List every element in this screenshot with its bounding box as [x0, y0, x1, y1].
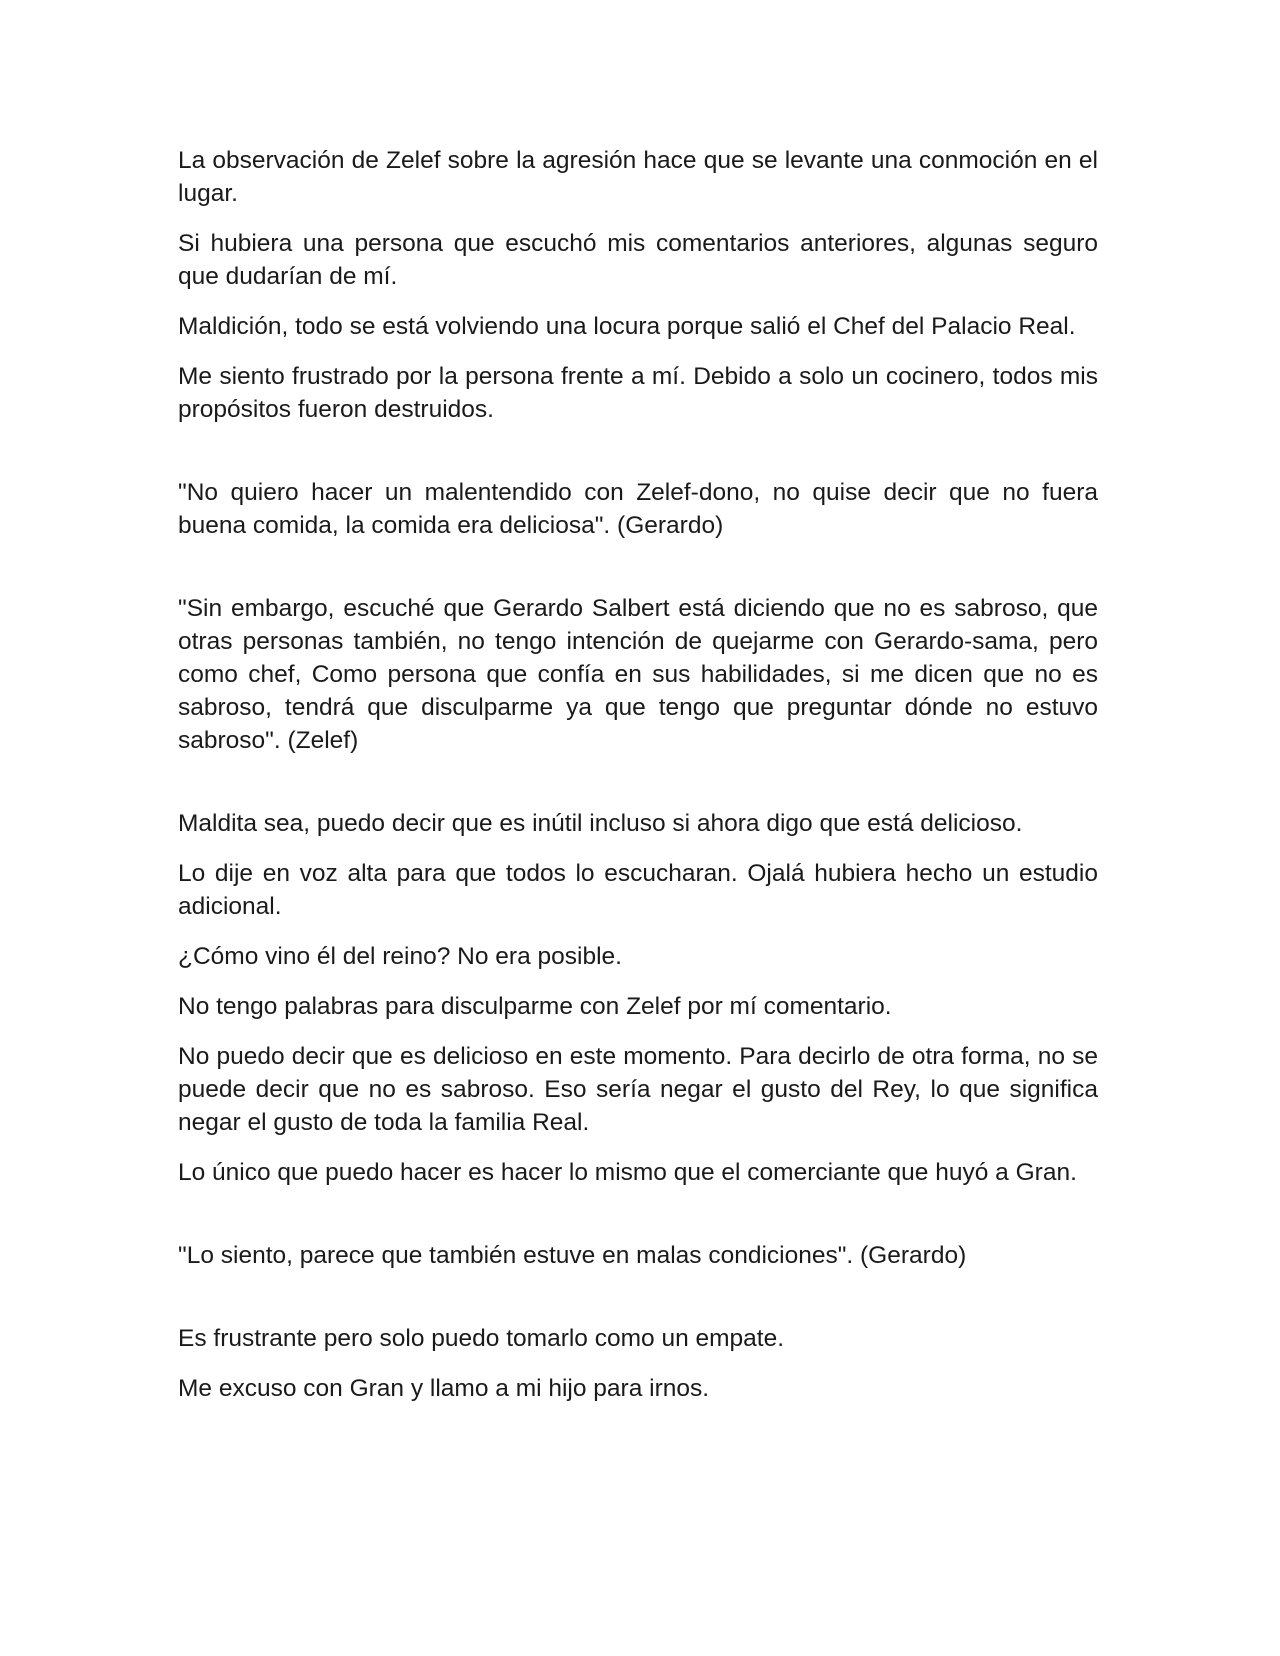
dialogue-paragraph: "Lo siento, parece que también estuve en malas condiciones". (Gerardo): [178, 1242, 967, 1269]
paragraph: Si hubiera una persona que escuchó mis comentarios anteriores, algunas seguro que dudarían de mí.: [178, 230, 1098, 290]
paragraph: Me excuso con Gran y llamo a mi hijo para irnos.: [178, 1375, 710, 1402]
paragraph: La observación de Zelef sobre la agresión hace que se levante una conmoción en el lugar.: [178, 147, 1098, 207]
paragraph: No tengo palabras para disculparme con Zelef por mí comentario.: [178, 993, 892, 1020]
paragraph: Lo dije en voz alta para que todos lo escucharan. Ojalá hubiera hecho un estudio adicional.: [178, 860, 1098, 920]
dialogue-paragraph: "Sin embargo, escuché que Gerardo Salbert está diciendo que no es sabroso, que otras personas también, no tengo intención de quejarme con Gerardo-sama, pero como chef, Como persona que confía en sus habilidades, si me dicen que no es sabroso, tendrá que disculparme ya que tengo que preguntar dónde no estuvo sabroso". (Zelef): [178, 595, 1098, 754]
document-body: [178, 144, 1098, 1422]
paragraph: No puedo decir que es delicioso en este momento. Para decirlo de otra forma, no se puede decir que no es sabroso. Eso sería negar el gusto del Rey, lo que significa negar el gusto de toda la familia Real.: [178, 1043, 1098, 1136]
paragraph: ¿Cómo vino él del reino? No era posible.: [178, 943, 622, 970]
dialogue-paragraph: "No quiero hacer un malentendido con Zelef-dono, no quise decir que no fuera buena comida, la comida era deliciosa". (Gerardo): [178, 479, 1098, 539]
paragraph: Maldita sea, puedo decir que es inútil incluso si ahora digo que está delicioso.: [178, 810, 1023, 837]
paragraph: Lo único que puedo hacer es hacer lo mismo que el comerciante que huyó a Gran.: [178, 1159, 1077, 1186]
paragraph: Maldición, todo se está volviendo una locura porque salió el Chef del Palacio Real.: [178, 313, 1076, 340]
paragraph: Me siento frustrado por la persona frente a mí. Debido a solo un cocinero, todos mis propósitos fueron destruidos.: [178, 363, 1098, 423]
paragraph: Es frustrante pero solo puedo tomarlo como un empate.: [178, 1325, 785, 1352]
